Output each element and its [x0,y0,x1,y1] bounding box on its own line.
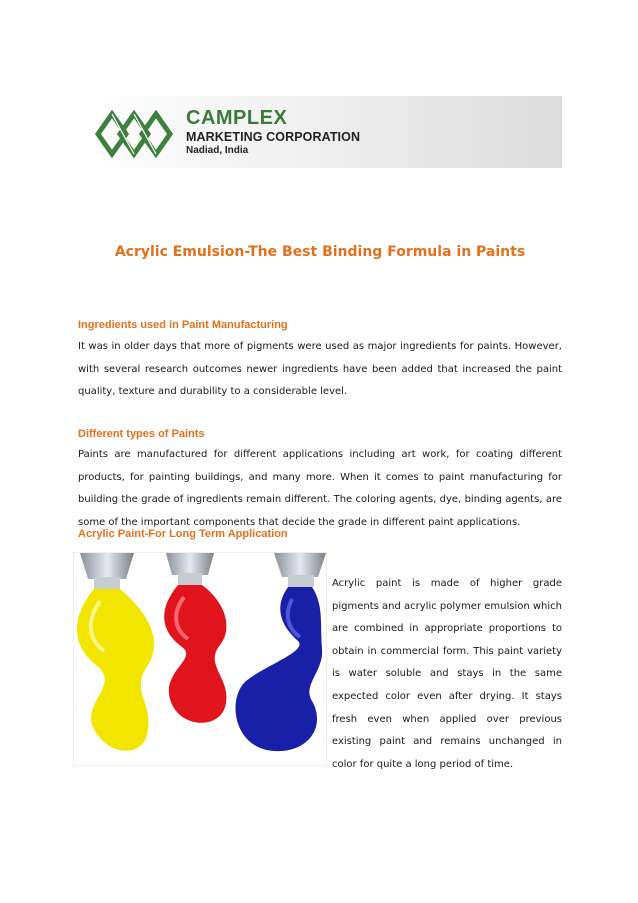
section-body-paint-types: Paints are manufactured for different applications including art work, for coating different products, for painting buildings, and many more. When it comes to paint manufacturing for building the grade of ingredients remain different. The coloring agents, dye, binding agents, are some of the important components that decide the grade in different paint applications. [78,449,562,528]
camplex-logo-icon [94,108,178,160]
red-paint-tube [164,553,226,723]
section-body-ingredients: It was in older days that more of pigments were used as major ingredients for paints. However, with several research outcomes newer ingredients have been added that increased the paint quality, texture and durability to a considerable level. [78,341,562,397]
section-heading-paint-types: Different types of Paints [78,428,205,440]
blue-paint-tube [235,553,326,751]
company-logo-banner [78,96,562,168]
section-heading-acrylic-paint: Acrylic Paint-For Long Term Application [78,528,288,540]
paint-tubes-image [73,552,327,766]
section-body-acrylic-paint: Acrylic paint is made of higher grade pigments and acrylic polymer emulsion which are combined in appropriate proportions to obtain in commercial form. This paint variety is water soluble and stays in the same expected color even after drying. It stays fresh even when applied over previous existing paint and remains unchanged in color for quite a long period of time. [332,578,563,770]
logo-text [186,108,360,156]
paint-tubes-illustration [74,553,326,765]
document-title: Acrylic Emulsion-The Best Binding Formula in Paints [114,244,526,260]
yellow-paint-tube [77,553,154,751]
company-subtitle: MARKETING CORPORATION [186,130,361,144]
company-location: Nadiad, India [186,144,249,156]
company-name: CAMPLEX [186,107,288,129]
section-heading-ingredients: Ingredients used in Paint Manufacturing [78,319,288,331]
